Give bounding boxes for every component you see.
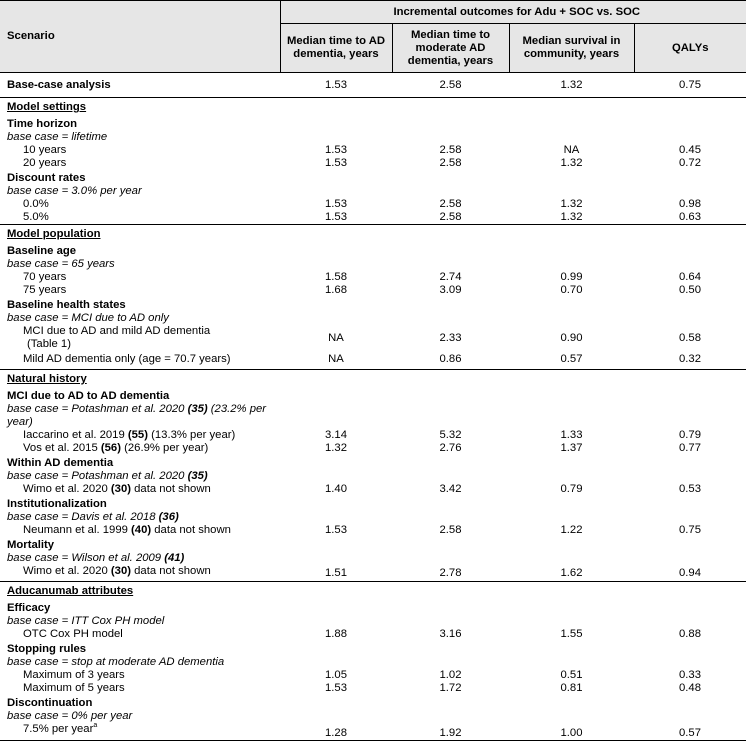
base-case-note xyxy=(0,185,746,198)
table-row xyxy=(0,284,746,297)
row-label: base case = MCI due to AD only xyxy=(7,312,169,324)
col-header-time-to-moderate: Median time to moderate AD dementia, years xyxy=(392,24,509,73)
row-label: Iaccarino et al. 2019 (55) (13.3% per year) xyxy=(23,429,236,441)
footnote-marker: a xyxy=(93,722,98,730)
subsection-header xyxy=(0,388,746,403)
section-header xyxy=(0,582,746,601)
cell-value: 1.37 xyxy=(560,442,583,454)
base-case-note xyxy=(0,511,746,524)
table-row xyxy=(0,442,746,455)
cell-value: 2.58 xyxy=(439,198,462,210)
subsection-header xyxy=(0,243,746,258)
cell-value: 0.98 xyxy=(679,198,702,210)
row-label-continued: (Table 1) xyxy=(27,338,71,350)
cell-value: 2.78 xyxy=(439,567,462,579)
row-label xyxy=(392,403,746,429)
cell-value: 0.90 xyxy=(560,331,583,344)
cell-value: 2.58 xyxy=(439,144,462,156)
row-label: OTC Cox PH model xyxy=(23,628,123,640)
table-row xyxy=(0,524,746,537)
cell-value: 2.74 xyxy=(439,271,462,283)
cell-value: 1.32 xyxy=(560,79,583,91)
table-row xyxy=(0,144,746,157)
subsection-header xyxy=(0,600,746,615)
col-header-qalys: QALYs xyxy=(634,24,746,73)
base-case-note xyxy=(0,710,746,723)
subsection-header xyxy=(0,496,746,511)
base-case-note xyxy=(0,656,746,669)
base-case-note xyxy=(0,552,746,565)
table-row xyxy=(0,723,746,741)
cell-value: 1.32 xyxy=(560,211,583,223)
row-label: 10 years xyxy=(23,144,67,156)
row-label: Wimo et al. 2020 (30) data not shown xyxy=(23,483,211,495)
cell-value: 2.58 xyxy=(439,157,462,169)
cell-value: 1.22 xyxy=(560,524,583,536)
row-label: 20 years xyxy=(23,157,67,169)
cell-value: 0.75 xyxy=(679,79,702,91)
table-row xyxy=(0,565,746,582)
cell-value: 0.57 xyxy=(560,353,583,365)
cell-value: 1.05 xyxy=(325,669,347,681)
cell-value: 1.33 xyxy=(560,429,583,441)
incremental-outcomes-header: Incremental outcomes for Adu + SOC vs. SOC xyxy=(280,1,746,24)
cell-value: 1.40 xyxy=(325,483,347,495)
row-label: Discount rates xyxy=(7,172,86,184)
cell-value: 1.02 xyxy=(439,669,462,681)
cell-value: 1.32 xyxy=(325,442,347,454)
row-label: Baseline health states xyxy=(7,299,126,311)
cell-value: 1.53 xyxy=(325,144,347,156)
cell-value: 3.14 xyxy=(325,429,347,441)
cell-value: 0.94 xyxy=(679,567,702,579)
cell-value: 1.58 xyxy=(325,271,347,283)
base-case-note xyxy=(0,615,746,628)
table-row xyxy=(0,682,746,695)
cell-value: 2.76 xyxy=(439,442,462,454)
section-header xyxy=(0,98,746,117)
cell-value: 0.32 xyxy=(679,353,702,365)
cell-value: 1.88 xyxy=(325,628,347,640)
row-label: Stopping rules xyxy=(7,643,87,655)
row-label: Aducanumab attributes xyxy=(0,582,746,601)
row-label: base case = lifetime xyxy=(7,131,108,143)
cell-value: 1.00 xyxy=(509,723,634,741)
cell-value: 1.32 xyxy=(560,157,583,169)
table-row xyxy=(0,628,746,641)
row-label: base case = Potashman et al. 2020 (35) xyxy=(7,470,208,482)
row-label: Mild AD dementia only (age = 70.7 years) xyxy=(23,353,231,365)
cell-value: 0.57 xyxy=(634,723,746,741)
row-label: Discontinuation xyxy=(7,697,93,709)
base-case-note xyxy=(0,470,746,483)
row-label: Efficacy xyxy=(7,602,51,614)
cell-value: 0.81 xyxy=(560,682,583,694)
row-label: Maximum of 3 years xyxy=(23,669,125,681)
row-label: Neumann et al. 1999 (40) data not shown xyxy=(23,524,231,536)
cell-value: 0.64 xyxy=(679,271,702,283)
row-label: Mortality xyxy=(7,539,55,551)
cell-value: 1.68 xyxy=(325,284,347,296)
cell-value: 0.48 xyxy=(679,682,702,694)
cell-value: 0.75 xyxy=(679,524,702,536)
row-label: Within AD dementia xyxy=(7,457,114,469)
table-row xyxy=(0,429,746,442)
table-row xyxy=(0,271,746,284)
row-label: base case = 0% per year xyxy=(7,710,133,722)
cell-value: NA xyxy=(328,331,344,344)
row-label: Vos et al. 2015 (56) (26.9% per year) xyxy=(23,442,209,454)
cell-value: 0.33 xyxy=(679,669,702,681)
cell-value: 1.53 xyxy=(325,79,347,91)
cell-value: 0.53 xyxy=(679,483,702,495)
cell-value: 1.72 xyxy=(439,682,462,694)
cell-value: 0.72 xyxy=(679,157,702,169)
row-label: 70 years xyxy=(23,271,67,283)
row-label: Base-case analysis xyxy=(7,79,111,91)
row-label: Model settings xyxy=(0,98,746,117)
cell-value: NA xyxy=(563,144,580,156)
row-label: Baseline age xyxy=(7,245,77,257)
row-label: MCI due to AD to AD dementia xyxy=(7,390,170,402)
cell-value: 0.86 xyxy=(439,353,462,365)
row-label: base case = Wilson et al. 2009 (41) xyxy=(7,552,185,564)
row-label: base case = 3.0% per year xyxy=(7,185,142,197)
row-label: 75 years xyxy=(23,284,67,296)
row-label: base case = 65 years xyxy=(7,258,115,270)
cell-value: 1.32 xyxy=(560,198,583,210)
row-label: 5.0% xyxy=(23,211,49,223)
subsection-header xyxy=(0,297,746,312)
cell-value: 1.92 xyxy=(392,723,509,741)
cell-value: 0.79 xyxy=(560,483,583,495)
row-label: base case = ITT Cox PH model xyxy=(7,615,165,627)
section-header xyxy=(0,370,746,389)
base-case-note xyxy=(0,403,746,429)
base-case-note xyxy=(0,258,746,271)
cell-value: 2.58 xyxy=(439,211,462,223)
subsection-header xyxy=(0,455,746,470)
table-row xyxy=(0,198,746,211)
section-header xyxy=(0,225,746,244)
row-label: base case = Davis et al. 2018 (36) xyxy=(7,511,179,523)
row-label: Maximum of 5 years xyxy=(23,682,125,694)
cell-value: 0.88 xyxy=(679,628,702,640)
table-row xyxy=(0,669,746,682)
base-case-note xyxy=(0,312,746,325)
row-label: base case = Potashman et al. 2020 (35) (23.2% per year) xyxy=(7,403,267,428)
row-label xyxy=(0,325,280,351)
cell-value: 1.62 xyxy=(560,567,583,579)
cell-value: 0.99 xyxy=(560,271,583,283)
base-case-note xyxy=(0,131,746,144)
cell-value: 1.53 xyxy=(325,198,347,210)
cell-value: 2.58 xyxy=(439,79,462,91)
cell-value: 0.50 xyxy=(679,284,702,296)
cell-value: 0.63 xyxy=(679,211,702,223)
row-label: 0.0% xyxy=(23,198,49,210)
cell-value: 1.53 xyxy=(325,211,347,223)
cell-value: 2.33 xyxy=(439,331,462,344)
col-header-time-to-ad: Median time to AD dementia, years xyxy=(280,24,392,73)
cell-value: NA xyxy=(328,353,344,365)
subsection-header xyxy=(0,116,746,131)
row-label: 7.5% per year$^a$ xyxy=(0,723,280,741)
cell-value: 1.55 xyxy=(560,628,583,640)
cell-value: 1.53 xyxy=(325,682,347,694)
subsection-header xyxy=(0,641,746,656)
cell-value: 3.16 xyxy=(439,628,462,640)
scenario-header: Scenario xyxy=(0,1,280,73)
row-label: Natural history xyxy=(0,370,746,389)
table-row xyxy=(0,1,746,24)
row-label: Wimo et al. 2020 (30) data not shown xyxy=(23,565,211,577)
col-header-survival: Median survival in community, years xyxy=(509,24,634,73)
cell-value: 5.32 xyxy=(439,429,462,441)
row-label: Model population xyxy=(0,225,746,244)
cell-value: 3.09 xyxy=(439,284,462,296)
row-label: Institutionalization xyxy=(7,498,107,510)
cell-value: 0.77 xyxy=(679,442,702,454)
cell-value: 1.51 xyxy=(325,567,347,579)
table-row xyxy=(0,211,746,225)
row-label: MCI due to AD and mild AD dementia xyxy=(23,325,211,337)
subsection-header xyxy=(0,170,746,185)
table-row xyxy=(0,157,746,170)
row-label: Time horizon xyxy=(7,118,78,130)
cell-value: 1.28 xyxy=(280,723,392,741)
row-label: base case = stop at moderate AD dementia xyxy=(7,656,225,668)
table-row xyxy=(0,483,746,496)
table-row xyxy=(0,325,746,351)
cell-value: 0.79 xyxy=(679,429,702,441)
table-row xyxy=(0,73,746,98)
cell-value: 0.51 xyxy=(560,669,583,681)
subsection-header xyxy=(0,695,746,710)
table-row xyxy=(0,351,746,370)
cell-value: 1.53 xyxy=(325,524,347,536)
cell-value: 0.58 xyxy=(679,331,702,344)
cell-value: 1.53 xyxy=(325,157,347,169)
subsection-header xyxy=(0,537,746,552)
cell-value: 0.45 xyxy=(679,144,702,156)
cell-value: 0.70 xyxy=(560,284,583,296)
cell-value: 3.42 xyxy=(439,483,462,495)
cell-value: 2.58 xyxy=(439,524,462,536)
